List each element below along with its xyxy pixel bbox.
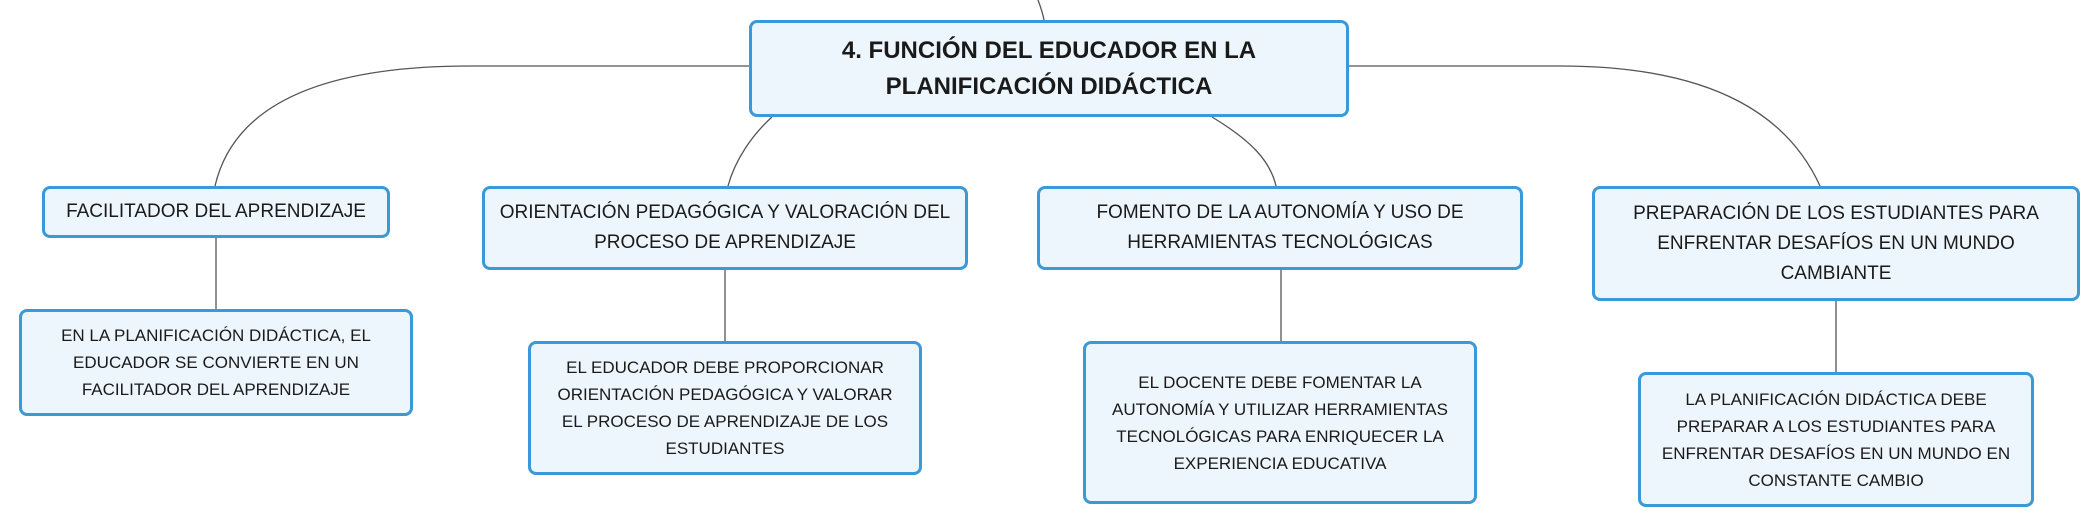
connector-parent-to-root (1038, 0, 1044, 20)
detail-orientation[interactable]: EL EDUCADOR DEBE PROPORCIONAR ORIENTACIÓN PEDAGÓGICA Y VALORAR EL PROCESO DE APRENDIZAJE DE LOS ESTUDIANTES (528, 341, 922, 475)
detail-facilitator[interactable]: EN LA PLANIFICACIÓN DIDÁCTICA, EL EDUCADOR SE CONVIERTE EN UN FACILITADOR DEL APRENDIZAJE (19, 309, 413, 416)
branch-topic-facilitator[interactable]: FACILITADOR DEL APRENDIZAJE (42, 186, 390, 238)
branch-topic-preparation[interactable]: PREPARACIÓN DE LOS ESTUDIANTES PARA ENFRENTAR DESAFÍOS EN UN MUNDO CAMBIANTE (1592, 186, 2080, 301)
branch-topic-orientation[interactable]: ORIENTACIÓN PEDAGÓGICA Y VALORACIÓN DEL PROCESO DE APRENDIZAJE (482, 186, 968, 270)
detail-preparation[interactable]: LA PLANIFICACIÓN DIDÁCTICA DEBE PREPARAR A LOS ESTUDIANTES PARA ENFRENTAR DESAFÍOS EN UN MUNDO EN CONSTANTE CAMBIO (1638, 372, 2034, 507)
connector-root-to-branch-3 (1212, 117, 1276, 186)
branch-topic-autonomy[interactable]: FOMENTO DE LA AUTONOMÍA Y USO DE HERRAMIENTAS TECNOLÓGICAS (1037, 186, 1523, 270)
connector-root-to-branch-4 (1349, 66, 1820, 186)
connector-root-to-branch-2 (728, 117, 772, 186)
detail-autonomy[interactable]: EL DOCENTE DEBE FOMENTAR LA AUTONOMÍA Y UTILIZAR HERRAMIENTAS TECNOLÓGICAS PARA ENRIQUECER LA EXPERIENCIA EDUCATIVA (1083, 341, 1477, 504)
root-topic[interactable]: 4. FUNCIÓN DEL EDUCADOR EN LA PLANIFICACIÓN DIDÁCTICA (749, 20, 1349, 117)
connector-root-to-branch-1 (215, 66, 749, 186)
